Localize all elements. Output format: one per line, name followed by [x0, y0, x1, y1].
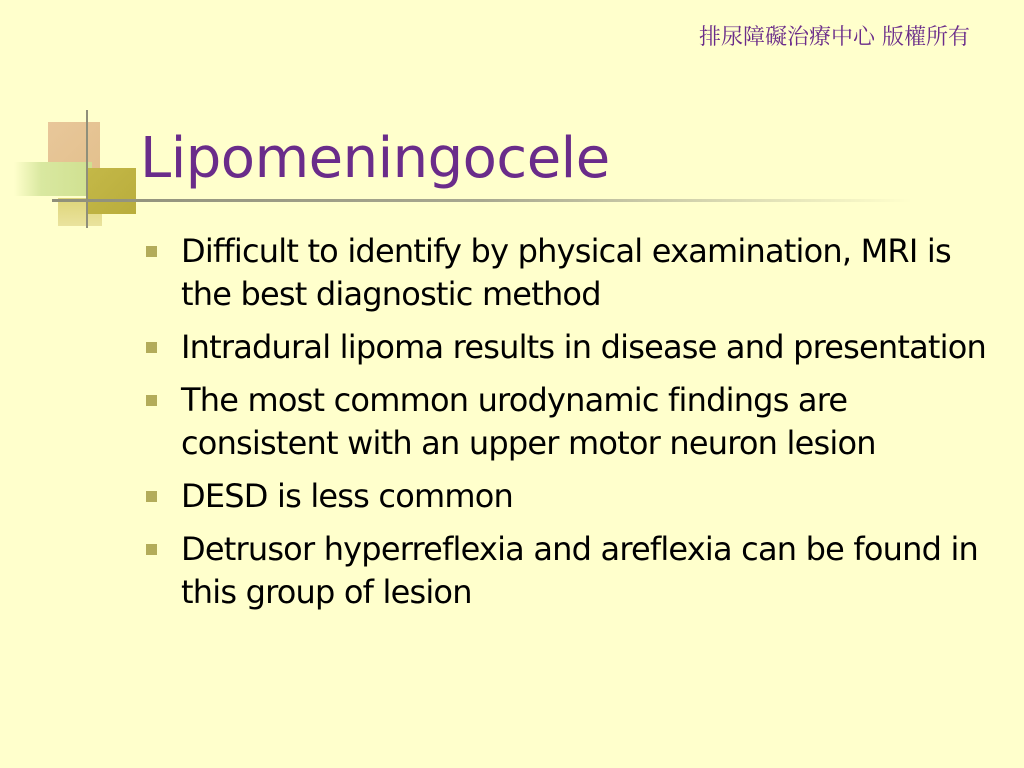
decorative-square-olive [88, 168, 136, 214]
bullet-square-icon [146, 544, 157, 555]
bullet-list [140, 230, 1000, 624]
bullet-square-icon [146, 246, 157, 257]
bullet-text: Difficult to identify by physical examination, MRI is the best diagnostic method [181, 232, 951, 313]
bullet-item [140, 379, 1000, 465]
slide-title: Lipomeningocele [140, 126, 610, 191]
copyright-notice: 排尿障礙治療中心 版權所有 [699, 25, 970, 50]
bullet-item [140, 475, 1000, 518]
bullet-text: Intradural lipoma results in disease and presentation [181, 328, 987, 366]
bullet-square-icon [146, 395, 157, 406]
title-underline [52, 199, 912, 202]
bullet-text: DESD is less common [181, 477, 513, 515]
bullet-square-icon [146, 342, 157, 353]
bullet-square-icon [146, 491, 157, 502]
decorative-vertical-line [86, 110, 88, 228]
bullet-item [140, 528, 1000, 614]
decorative-square-light-green [14, 162, 92, 196]
bullet-item [140, 326, 1000, 369]
bullet-text: Detrusor hyperreflexia and areflexia can be found in this group of lesion [181, 530, 979, 611]
bullet-text: The most common urodynamic findings are consistent with an upper motor neuron lesion [181, 381, 876, 462]
bullet-item [140, 230, 1000, 316]
